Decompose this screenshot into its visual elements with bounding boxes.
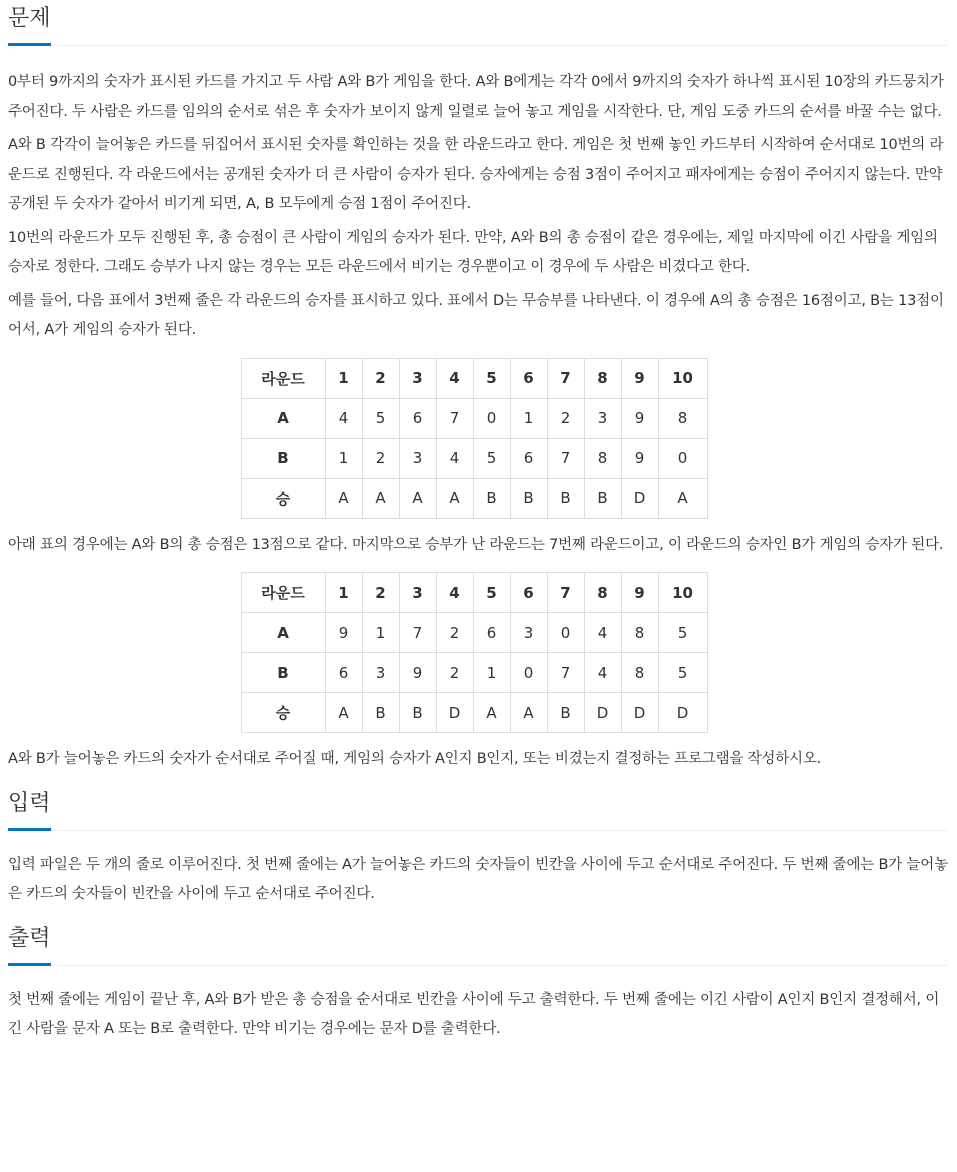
output-section-header [8,920,948,966]
table-cell: 1 [362,613,399,653]
table-header-cell: 6 [510,573,547,613]
table-cell: D [621,693,658,733]
table-cell: A [362,478,399,518]
output-title: 출력 [8,920,51,966]
table-header-row [241,573,707,613]
table-cell: 2 [436,653,473,693]
row-label-cell: 승 [241,693,325,733]
table-header-cell: 1 [325,358,362,398]
table-cell: A [325,478,362,518]
table-cell: 3 [399,438,436,478]
problem-paragraph-2: A와 B 각각이 늘어놓은 카드를 뒤집어서 표시된 숫자를 확인하는 것을 한 라운드라고 한다. 게임은 첫 번째 놓인 카드부터 시작하여 순서대로 10번의 라운드로 진행된다. 각 라운드에서는 공개된 숫자가 더 큰 사람이 승자가 된다. 승자에게는 승점 3점이 주어지고 패자에게는 승점이 주어지지 않는다. 만약 공개된 두 숫자가 같아서 비기게 되면, A, B 모두에게 승점 1점이 주어진다. [8,137,944,212]
table-cell: 8 [621,613,658,653]
problem-paragraph-6: A와 B가 늘어놓은 카드의 숫자가 순서대로 주어질 때, 게임의 승자가 A인지 B인지, 또는 비겼는지 결정하는 프로그램을 작성하시오. [8,751,822,767]
example-table-2 [241,572,708,733]
table-cell: 8 [584,438,621,478]
table-row [241,478,707,518]
table-cell: 9 [621,438,658,478]
table-cell: 4 [325,398,362,438]
row-label-cell: B [241,653,325,693]
table-cell: A [510,693,547,733]
table-header-cell: 10 [658,358,707,398]
input-title: 입력 [8,785,51,831]
table-row [241,613,707,653]
table-cell: 4 [584,653,621,693]
table-cell: 0 [658,438,707,478]
table-cell: 1 [325,438,362,478]
table-header-cell: 5 [473,358,510,398]
table-header-cell: 8 [584,573,621,613]
output-description [8,986,948,1045]
table-cell: A [325,693,362,733]
table-cell: 6 [325,653,362,693]
table-cell: 5 [473,438,510,478]
table-cell: B [547,693,584,733]
table-cell: B [362,693,399,733]
table-cell: 7 [399,613,436,653]
table-header-cell: 3 [399,573,436,613]
table-header-cell: 라운드 [241,573,325,613]
table-header-cell: 2 [362,358,399,398]
table-cell: 9 [621,398,658,438]
table-header-cell: 9 [621,358,658,398]
table-header-cell: 5 [473,573,510,613]
table-cell: B [510,478,547,518]
row-label-cell: B [241,438,325,478]
table-cell: 7 [547,653,584,693]
table-cell: 5 [658,653,707,693]
table-cell: 9 [325,613,362,653]
table-cell: 1 [473,653,510,693]
table-cell: 3 [362,653,399,693]
table-cell: 2 [547,398,584,438]
table-header-cell: 10 [658,573,707,613]
table-cell: 8 [658,398,707,438]
table-cell: D [584,693,621,733]
table-cell: D [621,478,658,518]
table-header-cell: 라운드 [241,358,325,398]
table-cell: 7 [547,438,584,478]
table-header-cell: 1 [325,573,362,613]
table-cell: 8 [621,653,658,693]
table-header-row [241,358,707,398]
table-row [241,398,707,438]
table-header-cell: 4 [436,573,473,613]
table-cell: B [473,478,510,518]
table-header-cell: 7 [547,358,584,398]
table-cell: 6 [510,438,547,478]
table-cell: A [473,693,510,733]
table-cell: 3 [584,398,621,438]
table-header-cell: 9 [621,573,658,613]
table-cell: A [399,478,436,518]
table-row [241,653,707,693]
table-cell: A [658,478,707,518]
row-label-cell: 승 [241,478,325,518]
table-cell: 4 [436,438,473,478]
problem-paragraph-4: 예를 들어, 다음 표에서 3번째 줄은 각 라운드의 승자를 표시하고 있다. 표에서 D는 무승부를 나타낸다. 이 경우에 A의 총 승점은 16점이고, B는 13점이어서, A가 게임의 승자가 된다. [8,292,944,338]
table-cell: 9 [399,653,436,693]
example-table-1 [241,358,708,519]
input-description [8,851,948,910]
table-cell: 0 [510,653,547,693]
table-cell: 2 [436,613,473,653]
example-table-2-wrap [8,572,948,733]
table-header-cell: 4 [436,358,473,398]
table-cell: 4 [584,613,621,653]
table-cell: 0 [473,398,510,438]
output-paragraph: 첫 번째 줄에는 게임이 끝난 후, A와 B가 받은 총 승점을 순서대로 빈칸을 사이에 두고 출력한다. 두 번째 줄에는 이긴 사람이 A인지 B인지 결정해서, 이긴 사람을 문자 A 또는 B로 출력한다. 만약 비기는 경우에는 문자 D를 출력한다. [8,991,940,1037]
table-cell: 0 [547,613,584,653]
problem-description [8,68,948,775]
problem-paragraph-3: 10번의 라운드가 모두 진행된 후, 총 승점이 큰 사람이 게임의 승자가 된다. 만약, A와 B의 총 승점이 같은 경우에는, 제일 마지막에 이긴 사람을 게임의 승자로 정한다. 그래도 승부가 나지 않는 경우는 모든 라운드에서 비기는 경우뿐이고 이 경우에 두 사람은 비겼다고 한다. [8,229,938,275]
example-table-1-wrap [8,358,948,519]
table-cell: 5 [658,613,707,653]
table-header-cell: 7 [547,573,584,613]
table-cell: B [399,693,436,733]
table-row [241,438,707,478]
input-paragraph: 입력 파일은 두 개의 줄로 이루어진다. 첫 번째 줄에는 A가 늘어놓은 카드의 숫자들이 빈칸을 사이에 두고 순서대로 주어진다. 두 번째 줄에는 B가 늘어놓은 카드의 숫자들이 빈칸을 사이에 두고 순서대로 주어진다. [8,856,948,902]
problem-paragraph-5: 아래 표의 경우에는 A와 B의 총 승점은 13점으로 같다. 마지막으로 승부가 난 라운드는 7번째 라운드이고, 이 라운드의 승자인 B가 게임의 승자가 된다. [8,536,944,553]
row-label-cell: A [241,398,325,438]
input-section-header [8,785,948,831]
table-cell: D [436,693,473,733]
table-header-cell: 8 [584,358,621,398]
table-cell: B [547,478,584,518]
table-cell: 5 [362,398,399,438]
problem-section-header [8,0,948,46]
row-label-cell: A [241,613,325,653]
problem-paragraph-1: 0부터 9까지의 숫자가 표시된 카드를 가지고 두 사람 A와 B가 게임을 한다. A와 B에게는 각각 0에서 9까지의 숫자가 하나씩 표시된 10장의 카드뭉치가 주어진다. 두 사람은 카드를 임의의 순서로 섞은 후 숫자가 보이지 않게 일렬로 늘어 놓고 게임을 시작한다. 단, 게임 도중 카드의 순서를 바꿀 수는 없다. [8,74,944,120]
table-header-cell: 2 [362,573,399,613]
table-cell: 2 [362,438,399,478]
table-header-cell: 3 [399,358,436,398]
table-cell: 6 [473,613,510,653]
table-cell: B [584,478,621,518]
problem-title: 문제 [8,0,51,46]
table-cell: A [436,478,473,518]
table-header-cell: 6 [510,358,547,398]
table-cell: 6 [399,398,436,438]
table-cell: D [658,693,707,733]
table-cell: 3 [510,613,547,653]
table-cell: 1 [510,398,547,438]
table-row [241,693,707,733]
table-cell: 7 [436,398,473,438]
